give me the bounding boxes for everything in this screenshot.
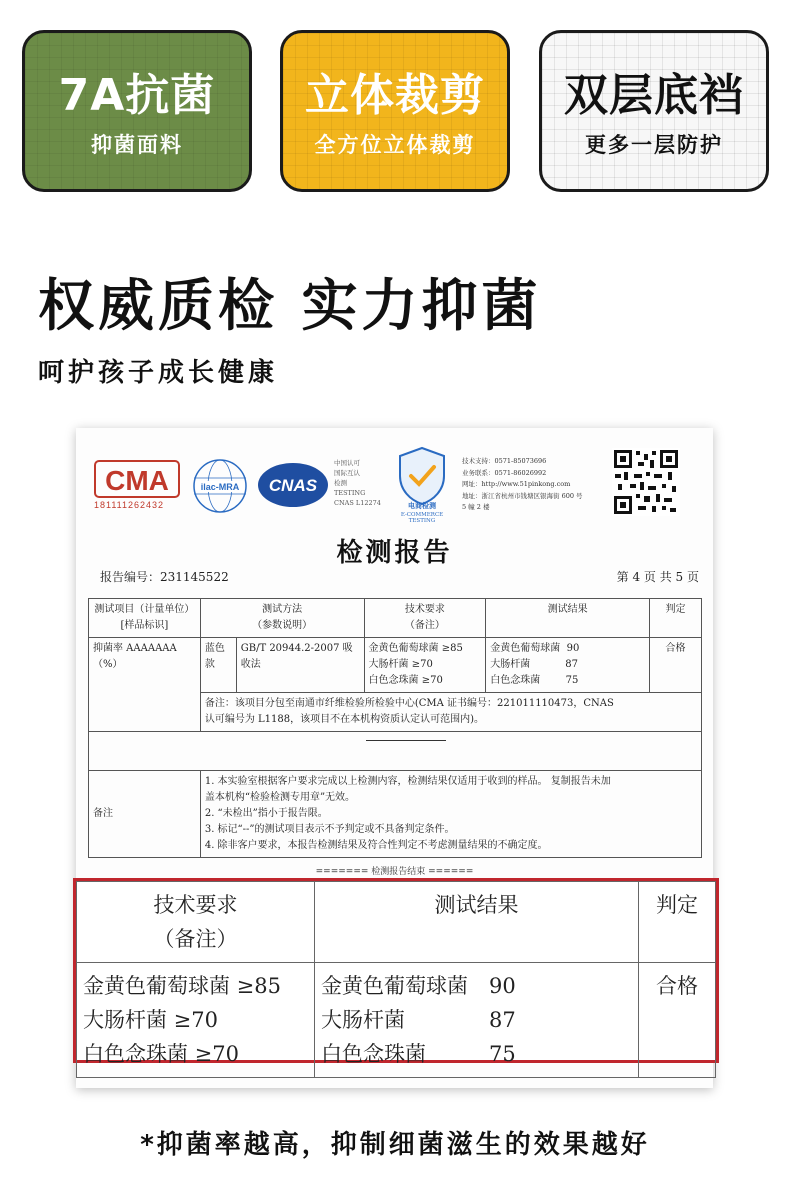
cnas-logo-icon	[256, 460, 330, 510]
header-requirement: 技术要求 （备注）	[364, 599, 486, 638]
report-title: 检测报告	[336, 538, 453, 568]
zoom-header-row	[77, 882, 716, 963]
page-number: 第 4 页 共 5 页	[616, 570, 699, 584]
qr-code-icon	[612, 448, 680, 516]
card-title: 7A抗菌	[58, 70, 216, 121]
table-row	[89, 638, 702, 693]
table-row	[89, 771, 702, 858]
cell-method: GB/T 20944.2-2007 吸 收法	[236, 638, 364, 693]
zoom-values-row	[77, 963, 716, 1078]
feature-card-3d-cut	[280, 30, 510, 192]
cell-item: 抑菌率 AAAAAAA （%）	[89, 638, 201, 732]
card-subtitle: 抑菌面料	[91, 133, 183, 157]
card-subtitle: 更多一层防护	[585, 133, 723, 157]
cnas-logo-text: CNAS	[268, 476, 318, 495]
cell-remarks: 1. 本实验室根据客户要求完成以上检测内容，检测结果仅适用于收到的样品。 复制报告未加 盖本机构“检验检测专用章”无效。 2. “未检出”指小于报告限。 3. 标记“--”的测试项目表示不予判定或不具备判定条件。 4. 除非客户要求，本报告检测结果及符合性判定不考虑测量结果的不确定度。	[200, 771, 701, 858]
page-headline: 权威质检 实力抑菌	[38, 274, 542, 339]
divider-line	[366, 740, 446, 741]
cell-note: 备注：该项目分包至南通市纤维检验所检验中心(CMA 证书编号：221011110473，CNAS 认可编号为 L1188，该项目不在本机构资质认定认可范围内)。	[200, 693, 701, 732]
report-number: 报告编号：231145522	[100, 570, 229, 584]
zoom-judge: 合格	[639, 963, 716, 1078]
page-subheadline: 呵护孩子成长健康	[38, 358, 279, 388]
lab-contact-info: 技术支持：0571-85073696 业务联系：0571-86026992 网址：http://www.51pinkong.com 地址：浙江省杭州市钱塘区银海街 600 号 5 幢 2 楼	[462, 457, 583, 511]
header-judge: 判定	[650, 599, 702, 638]
table-header-row	[89, 599, 702, 638]
card-title: 双层底裆	[564, 70, 744, 121]
cma-logo-text: CMA	[105, 465, 169, 496]
ecom-label: 电商检测	[408, 501, 436, 510]
cell-sample: 蓝色 款	[200, 638, 236, 693]
cell-remark-label: 备注	[89, 771, 201, 858]
ecommerce-testing-shield-icon	[392, 444, 452, 510]
ilac-logo-text: ilac-MRA	[200, 482, 240, 492]
header-method: 测试方法 （参数说明）	[200, 599, 364, 638]
zoom-header-judge: 判定	[639, 882, 716, 963]
cma-logo-icon	[94, 460, 180, 500]
report-table	[88, 598, 702, 858]
footnote: *抑菌率越高，抑制细菌滋生的效果越好	[140, 1130, 650, 1160]
ilac-mra-logo-icon	[192, 458, 248, 514]
cell-requirement: 金黄色葡萄球菌 ≥85 大肠杆菌 ≥70 白色念珠菌 ≥70	[364, 638, 486, 693]
zoom-requirements: 金黄色葡萄球菌 ≥85 大肠杆菌 ≥70 白色念珠菌 ≥70	[77, 963, 315, 1078]
report-end-marker: ======= 检测报告结束 ======	[315, 867, 474, 877]
ecom-sub-label: E-COMMERCE TESTING	[400, 512, 444, 524]
header-result: 测试结果	[486, 599, 650, 638]
feature-card-double-crotch	[539, 30, 769, 192]
zoom-header-result: 测试结果	[315, 882, 639, 963]
cnas-accreditation-text: 中国认可 国际互认 检测 TESTING CNAS L12274	[334, 459, 381, 507]
zoomed-results-table	[73, 878, 719, 1066]
zoom-header-requirement: 技术要求 （备注）	[77, 882, 315, 963]
cell-result: 金黄色葡萄球菌 90 大肠杆菌 87 白色念珠菌 75	[486, 638, 650, 693]
cell-judge: 合格	[650, 638, 702, 693]
cma-number: 181111262432	[94, 500, 165, 510]
card-title: 立体裁剪	[305, 70, 485, 121]
feature-card-antibacterial	[22, 30, 252, 192]
zoom-results: 金黄色葡萄球菌 90 大肠杆菌 87 白色念珠菌 75	[315, 963, 639, 1078]
card-subtitle: 全方位立体裁剪	[314, 133, 476, 157]
header-item: 测试项目（计量单位） [样品标识]	[89, 599, 201, 638]
table-row	[89, 732, 702, 771]
